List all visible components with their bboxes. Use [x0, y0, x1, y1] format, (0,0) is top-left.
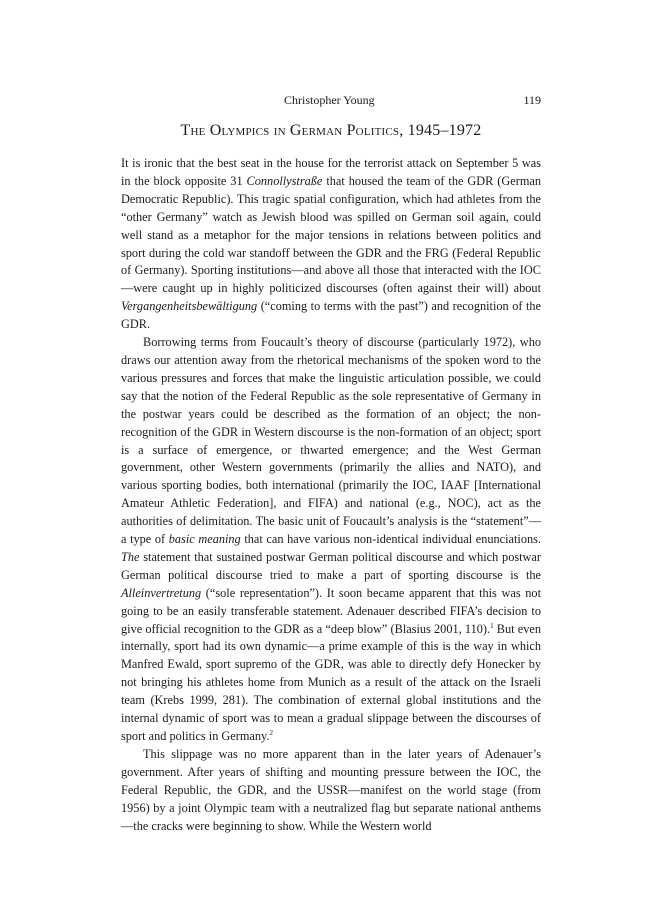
- italic-text: Alleinvertretung: [121, 585, 202, 600]
- running-head: [121, 93, 541, 109]
- paragraph: [121, 334, 541, 746]
- footnote-marker: 2: [269, 729, 273, 737]
- text-run: Borrowing terms from Foucault’s theory of discourse (particularly 1972), who draws our attention away from the rhetorical mechanisms of the spoken word to the various pressures and forces that make the linguistic articulation possible, we could say that the notion of the Federal Republic as the sole representative of Germany in the postwar years could be described as the formation of an object; the non-recognition of the GDR in Western discourse is the non-formation of an object; sport is a surface of emergence, or thwarted emergence; and the West German government, other Western governments (primarily the allies and NATO), and various sporting bodies, both international (primarily the IOC, IAAF [International Amateur Athletic Federation], and FIFA) and national (e.g., NOC), act as the authorities of delimitation. The basic unit of Foucault’s analysis is the “statement”—a type of: [121, 335, 541, 547]
- italic-text: The: [121, 549, 140, 564]
- paragraph: [121, 746, 541, 836]
- text-run: that housed the team of the GDR (German Democratic Republic). This tragic spatial configuration, which had athletes from the “other Germany” watch as Jewish blood was spilled on German soil again, could well stand as a metaphor for the major tensions in relations between politics and sport during the cold war standoff between the GDR and the FRG (Federal Republic of Germany). Sporting institutions—and above all those that interacted with the IOC—were caught up in highly politicized discourses (often against their will) about: [121, 173, 541, 296]
- footnote-marker: 1: [490, 621, 494, 630]
- italic-text: Connollystraße: [246, 173, 323, 188]
- text-run: This slippage was no more apparent than in the later years of Adenauer’s government. After years of shifting and mounting pressure between the IOC, the Federal Republic, the GDR, and the USSR—manifest on the world stage (from 1956) by a joint Olympic team with a neutralized flag but separate national anthems—the cracks were beginning to show. While the Western world: [121, 746, 541, 833]
- italic-text: basic meaning: [168, 532, 241, 547]
- text-run: that can have various non-identical individual enunciations.: [240, 532, 541, 547]
- text-run: It is ironic that the best seat in the house for the terrorist attack on September 5 was in the block opposite 31: [121, 156, 541, 188]
- page-number: 119: [523, 93, 541, 107]
- text-run: statement that sustained postwar German political discourse and which postwar German political discourse tried to make a part of sporting discourse is the: [121, 549, 541, 582]
- running-head-author: Christopher Young: [284, 93, 375, 107]
- paragraph: [121, 155, 541, 334]
- text-run: (“coming to terms with the past”) and recognition of the GDR.: [121, 299, 541, 332]
- text-run: But even internally, sport had its own dynamic—a prime example of this is the way in which Manfred Ewald, sport supremo of the GDR, was able to directly defy Honecker by not bringing his athletes home from Munich as a result of the attack on the Israeli team (Krebs 1999, 281). The combination of external global institutions and the internal dynamic of sport was to mean a gradual slippage between the discourses of sport and politics in Germany.: [121, 621, 541, 743]
- italic-text: Vergangenheitsbewältigung: [121, 299, 258, 314]
- body-text: [121, 155, 541, 835]
- section-title: [121, 122, 541, 140]
- section-title-text: The Olympics in German Politics, 1945–1972: [180, 122, 482, 139]
- text-run: (“sole representation”). It soon became apparent that this was not going to be an easily transferable statement. Adenauer described FIFA’s decision to give official recognition to the GDR as a “deep blow” (Blasius 2001, 110).: [121, 585, 541, 636]
